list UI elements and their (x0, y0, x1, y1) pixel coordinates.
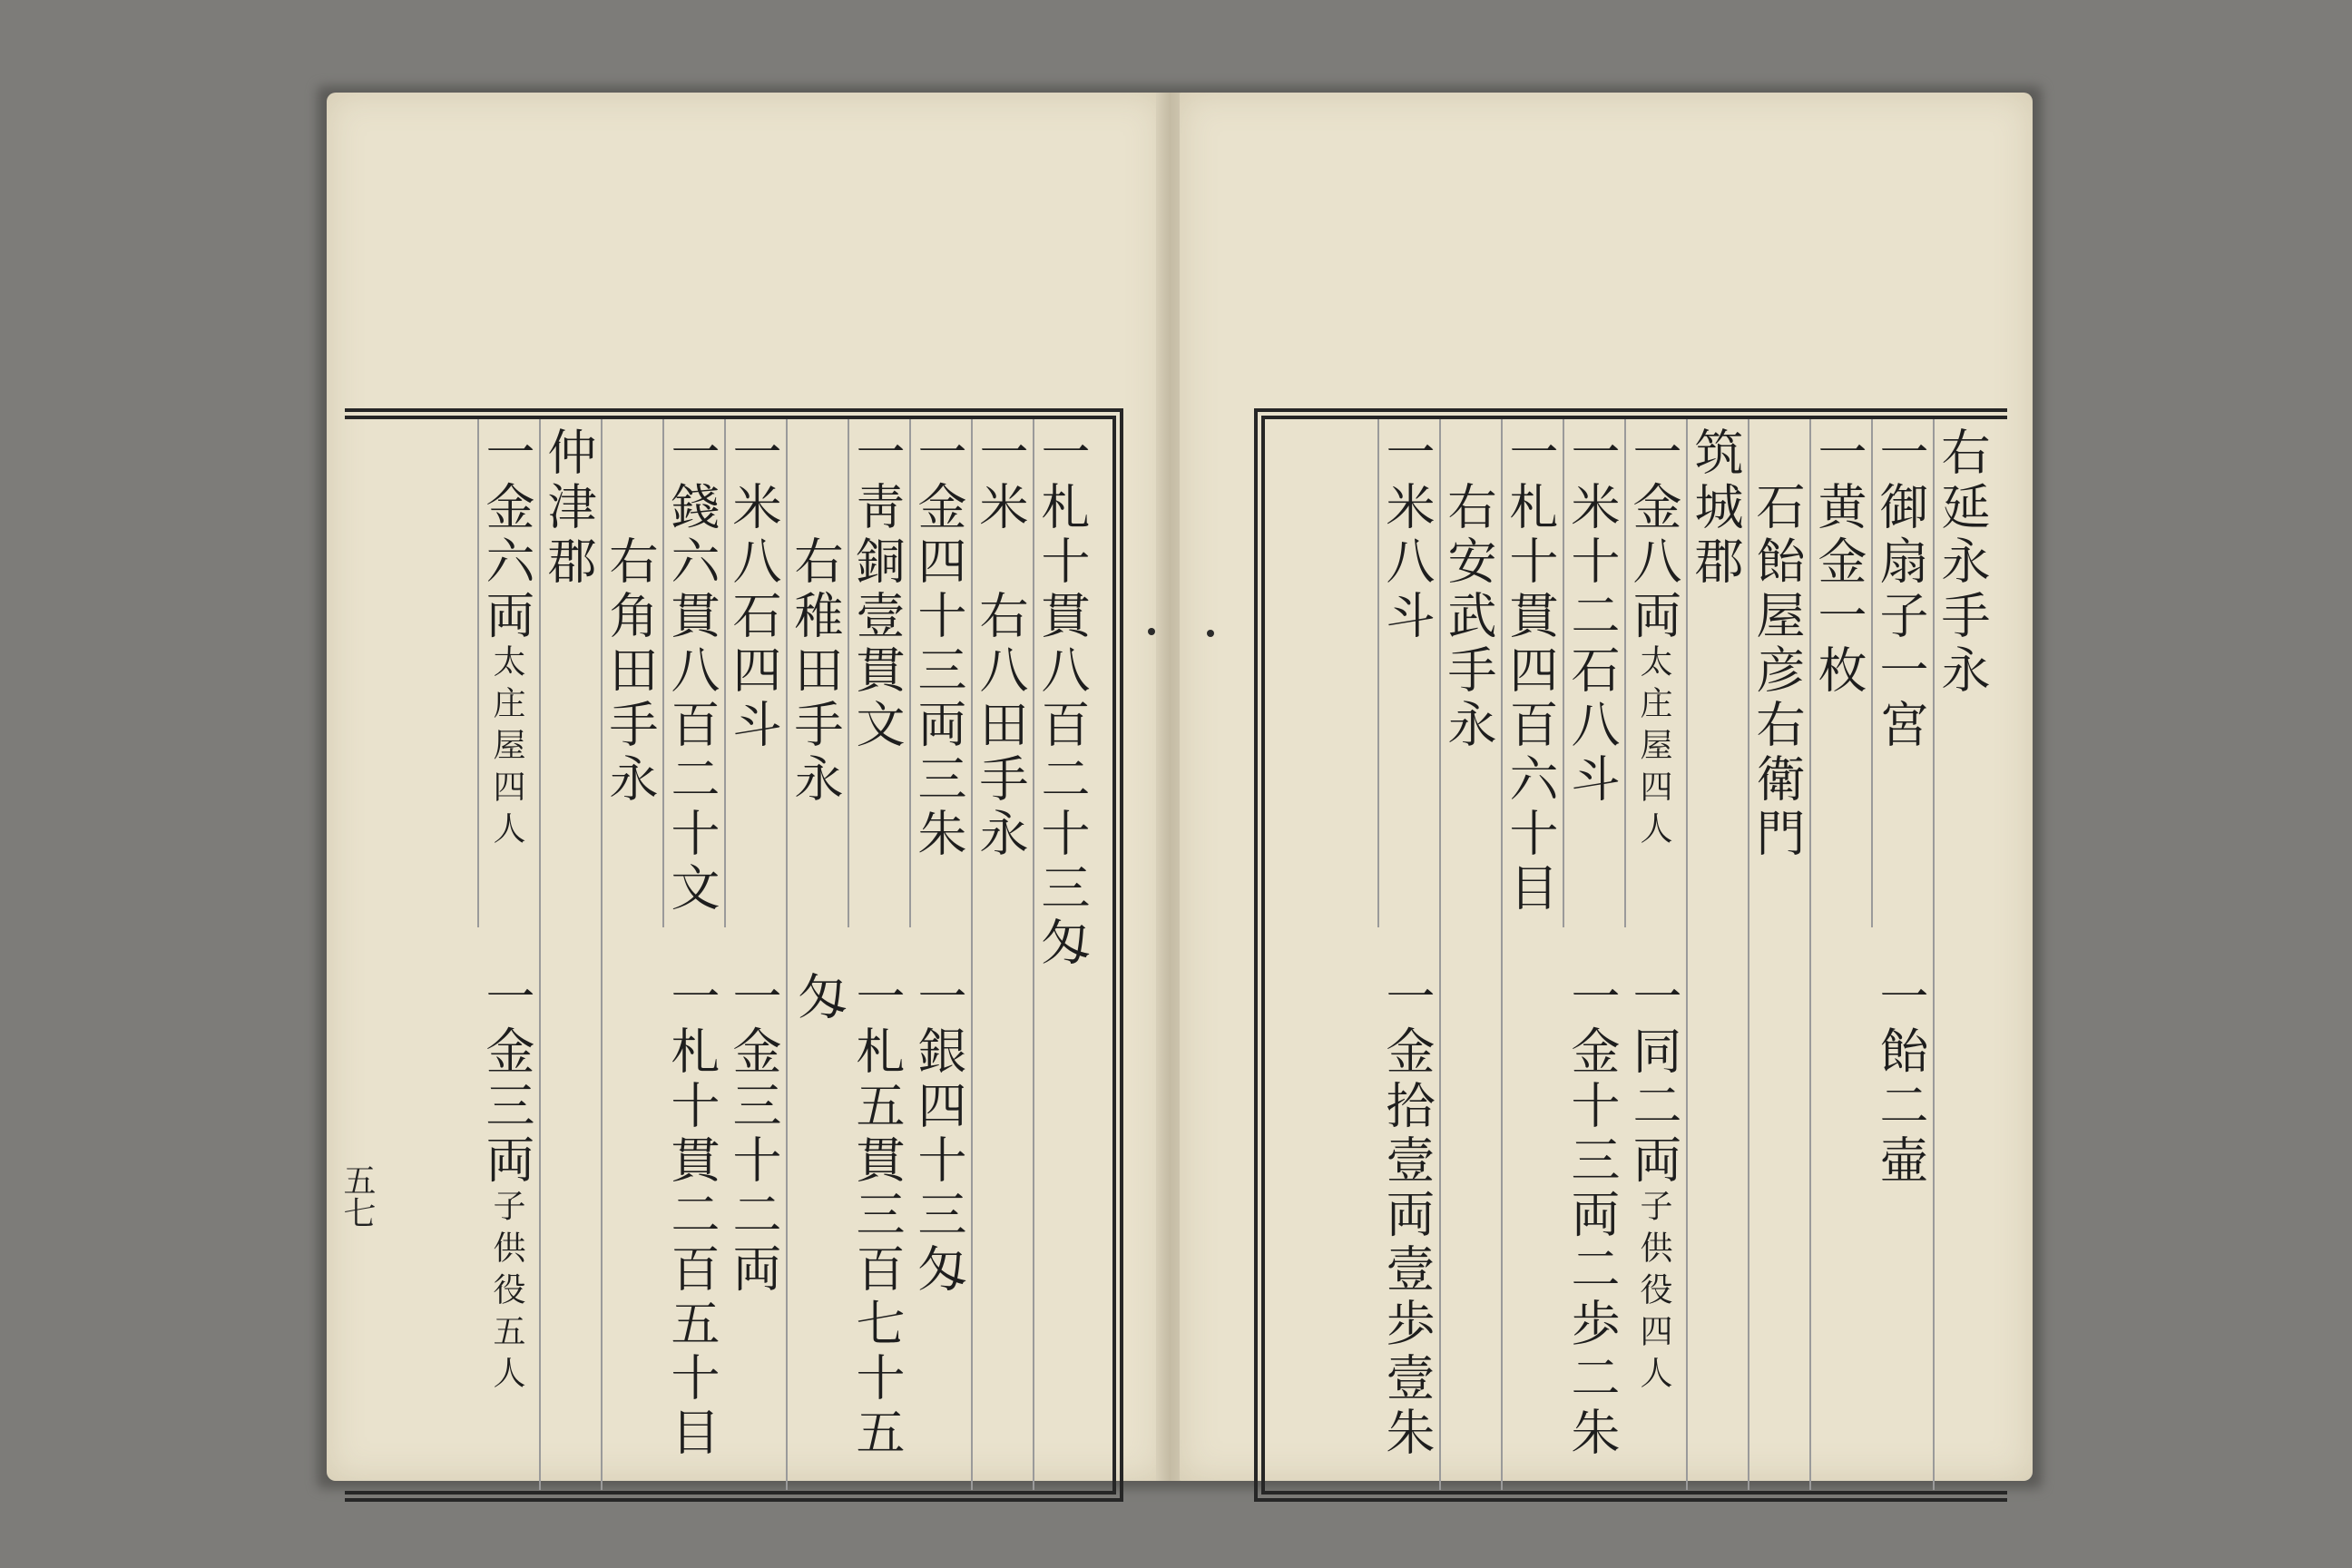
left-lower-column-2: 一札五貫三百七十五匁 (790, 971, 906, 1461)
right-column-1: 右延永手永 (1933, 419, 1991, 1490)
right-column-8: 一札十貫四百六十目 (1501, 419, 1559, 1490)
right-column-4: 石飴屋彦右衛門 (1748, 419, 1806, 1490)
left-column-3: 一金四十三両三朱 (909, 419, 967, 927)
right-column-10: 一米八斗 (1377, 419, 1436, 927)
left-column-8: 右角田手永 (601, 419, 659, 1490)
left-column-6: 一米八石四斗 (724, 419, 782, 927)
folio-number: 五七 (338, 1163, 376, 1229)
left-column-10: 一金六両太庄屋四人 (477, 419, 535, 927)
right-lower-column-4: 一金拾壹両壹歩壹朱 (1378, 971, 1436, 1461)
left-lower-column-4: 一札十貫二百五十目 (663, 971, 720, 1461)
right-column-5: 筑城郡 (1686, 419, 1744, 1490)
binding-hole (1148, 628, 1155, 635)
left-column-2: 一米 右八田手永 (971, 419, 1029, 1490)
left-column-9: 仲津郡 (539, 419, 597, 1490)
right-column-6: 一金八両太庄屋四人 (1624, 419, 1682, 927)
right-column-2: 一御扇子一宮 (1871, 419, 1929, 927)
right-lower-column-2: 一同二両子供役四人 (1625, 971, 1682, 1397)
right-lower-column-3: 一金十三両二歩二朱 (1563, 971, 1621, 1461)
left-column-1: 一札十貫八百二十三匁 (1033, 419, 1091, 1490)
right-page (1180, 93, 2033, 1481)
right-column-7: 一米十二石八斗 (1563, 419, 1621, 927)
binding-hole (1207, 630, 1214, 637)
right-column-9: 右安武手永 (1439, 419, 1497, 1490)
left-lower-column-3: 一金三十二両 (725, 971, 782, 1298)
right-column-3: 一黄金一枚 (1809, 419, 1867, 1490)
left-column-5: 右稚田手永 (786, 419, 844, 1490)
left-page (327, 93, 1163, 1481)
left-lower-column-1: 一銀四十三匁 (910, 971, 967, 1298)
left-column-7: 一錢六貫八百二十文 (662, 419, 720, 927)
left-column-4: 一靑銅壹貫文 (848, 419, 906, 927)
right-lower-column-1: 一飴二壷 (1872, 971, 1929, 1189)
left-lower-column-5: 一金三両子供役五人 (478, 971, 535, 1397)
